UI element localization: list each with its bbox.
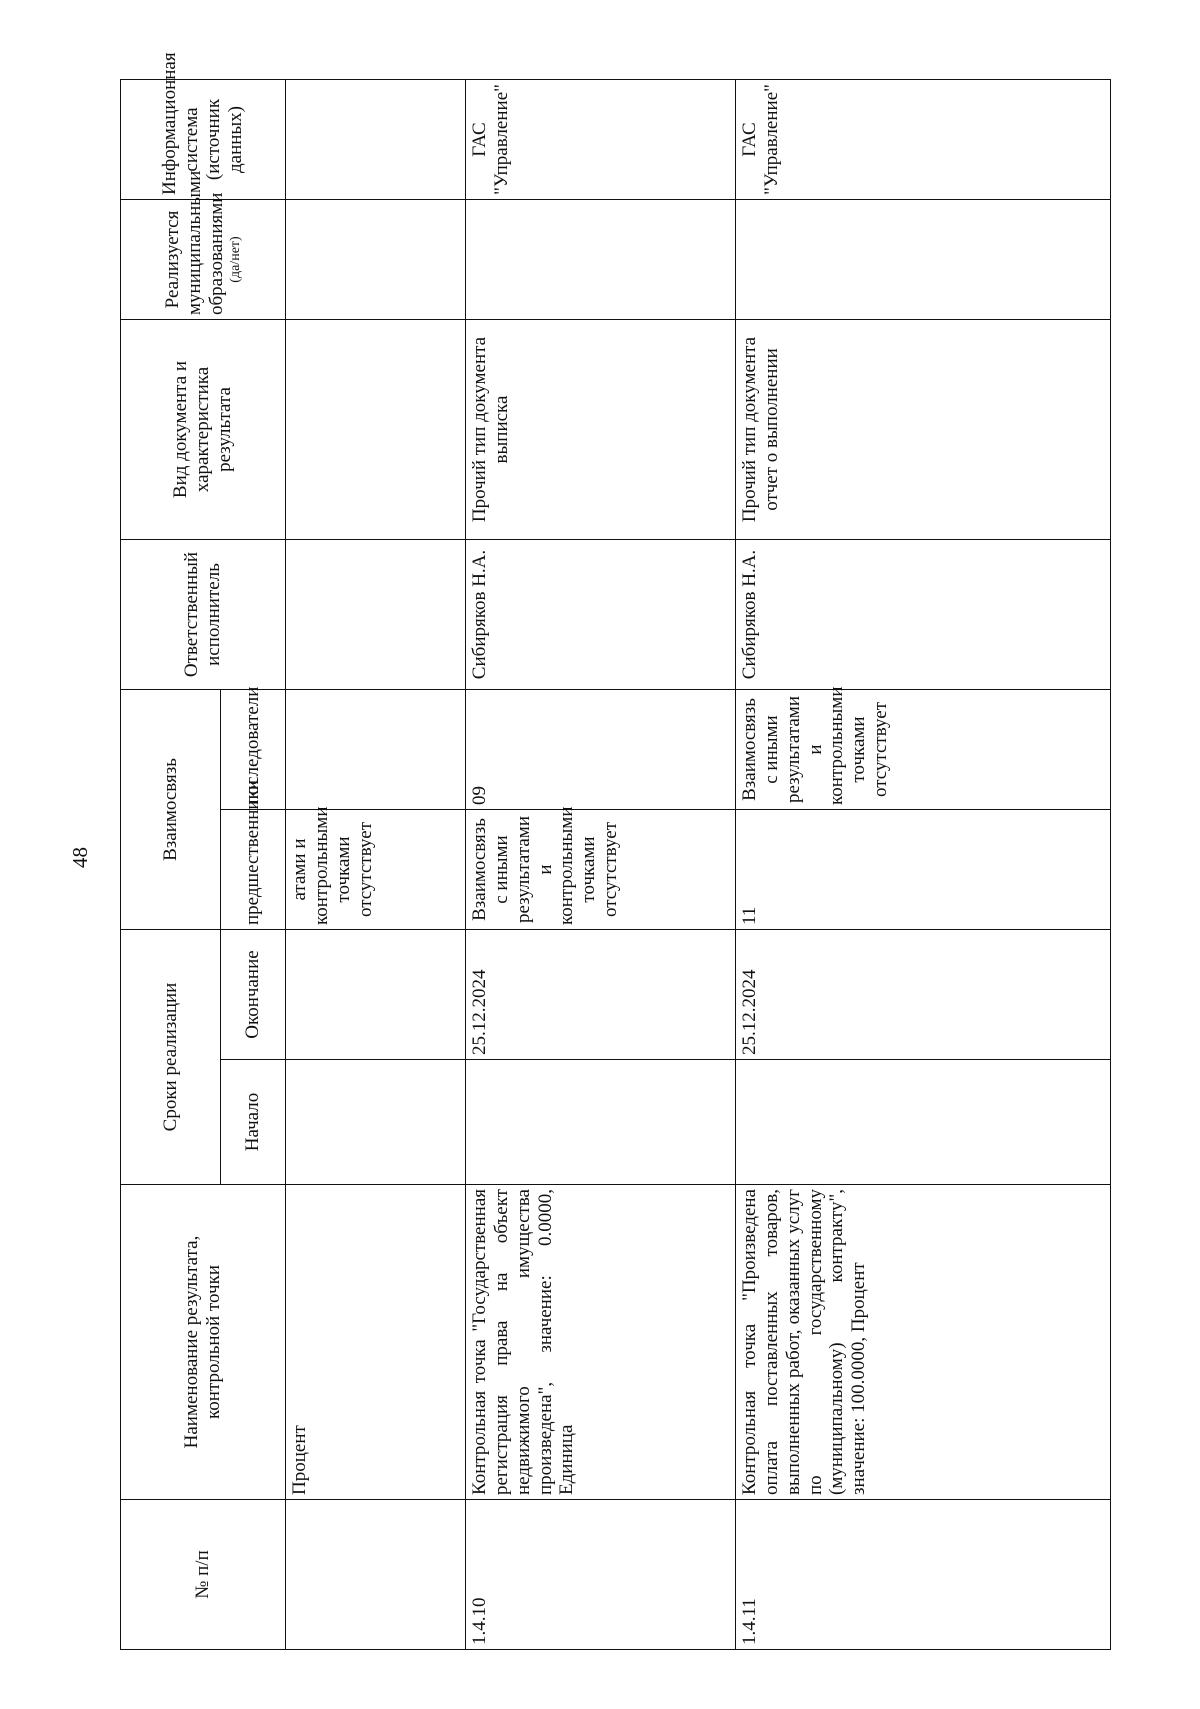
cell-start [466, 1060, 736, 1185]
cell-successors: 09 [466, 690, 736, 810]
cell-successors [286, 690, 466, 810]
table-row [466, 80, 736, 1650]
cell-name: Контрольная точка "Произведена оплата поставленных товаров, выполненных работ, оказанных услуг по государственному (муниципальному) контракту", значение: 100.0000, Процент [736, 1185, 1111, 1500]
cell-start [736, 1060, 1111, 1185]
cell-start [286, 1060, 466, 1185]
header-municipal-label: Реализуется муниципальными образованиями [162, 170, 227, 315]
cell-info-system [286, 80, 466, 200]
cell-predecessors: 11 [736, 810, 1111, 930]
cell-predecessors: атами и контрольными точками отсутствует [286, 810, 466, 930]
results-table [120, 52, 1111, 1650]
header-name: Наименование результата, контрольной точки [121, 1185, 286, 1500]
cell-end [286, 930, 466, 1060]
header-start: Начало [221, 1060, 286, 1185]
cell-num: 1.4.11 [736, 1500, 1111, 1650]
header-responsible: Ответственный исполнитель [121, 540, 286, 690]
header-relation: Взаимосвязь [121, 690, 221, 930]
cell-municipal [466, 200, 736, 320]
header-municipal [121, 170, 286, 320]
cell-responsible: Сибиряков Н.А. [466, 540, 736, 690]
rotated-table-wrapper [120, 52, 1200, 1645]
header-municipal-note: (да/нет) [227, 236, 243, 283]
cell-num [286, 1500, 466, 1650]
page-number: 48 [68, 847, 92, 868]
header-doc: Вид документа и характеристика результата [121, 320, 286, 540]
header-info-system: Информационная система (источник данных) [121, 80, 286, 200]
cell-predecessors: Взаимосвязь с иными результатами и контрольными точками отсутствует [466, 810, 736, 930]
cell-responsible: Сибиряков Н.А. [736, 540, 1111, 690]
header-successors: последователи [221, 690, 286, 810]
cell-doc: Прочий тип документа выписка [466, 320, 736, 540]
table-row [736, 80, 1111, 1650]
rotated-table-inner [120, 52, 1110, 1650]
cell-name: Процент [286, 1185, 466, 1500]
cell-municipal [736, 200, 1111, 320]
cell-name: Контрольная точка "Государственная регистрация права на объект недвижимого имущества произведена", значение: 0.0000, Единица [466, 1185, 736, 1500]
cell-info-system: ГАС "Управление" [736, 80, 1111, 200]
cell-end: 25.12.2024 [736, 930, 1111, 1060]
cell-doc [286, 320, 466, 540]
cell-info-system: ГАС "Управление" [466, 80, 736, 200]
header-end: Окончание [221, 930, 286, 1060]
cell-successors: Взаимосвязь с иными результатами и контрольными точками отсутствует [736, 690, 1111, 810]
cell-end: 25.12.2024 [466, 930, 736, 1060]
header-terms: Сроки реализации [121, 930, 221, 1185]
cell-responsible [286, 540, 466, 690]
cell-doc: Прочий тип документа отчет о выполнении [736, 320, 1111, 540]
cell-municipal [286, 200, 466, 320]
cell-num: 1.4.10 [466, 1500, 736, 1650]
table-row [286, 80, 466, 1650]
header-num: № п/п [121, 1500, 286, 1650]
header-predecessors: предшественники [221, 810, 286, 930]
